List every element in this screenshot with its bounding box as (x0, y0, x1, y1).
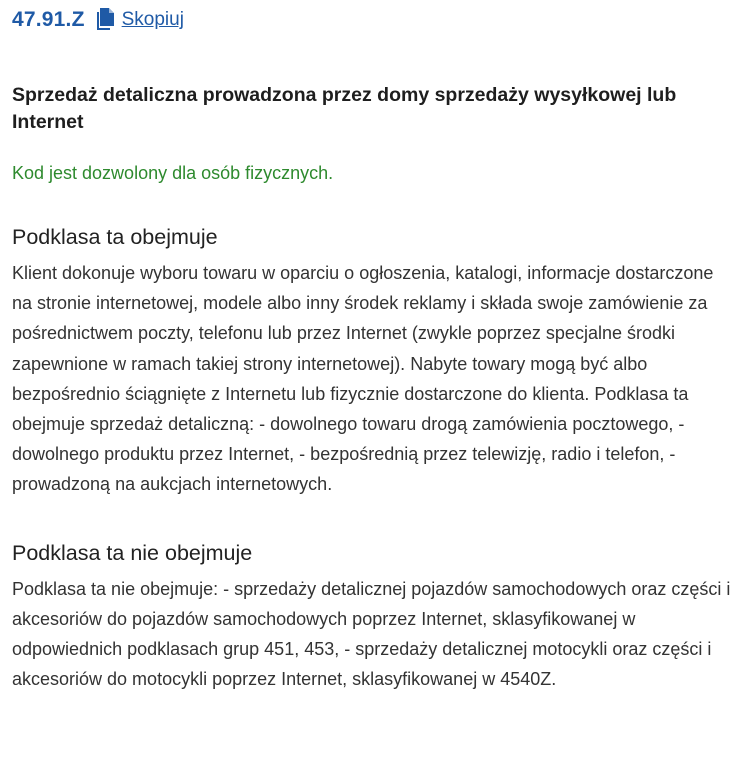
copy-link[interactable]: Skopiuj (121, 9, 184, 30)
pkd-code: 47.91.Z (12, 8, 85, 31)
excludes-heading: Podklasa ta nie obejmuje (12, 540, 253, 565)
allowed-note: Kod jest dozwolony dla osób fizycznych. (12, 163, 334, 183)
includes-text: Klient dokonuje wyboru towaru w oparciu o ogłoszenia, katalogi, informacje dostarczone na stronie internetowej, modele albo inny środek reklamy i składa swoje zamówienie za pośrednictwem poczty, telefonu lub przez Internet (zwykle poprzez specjalne środki zapewnione w ramach takiej strony internetowej). Nabyte towary mogą być albo bezpośrednio ściągnięte z Internetu lub fizycznie dostarczone do klienta. Podklasa ta obejmuje sprzedaż detaliczną: - dowolnego towaru drogą zamówienia pocztowego, - dowolnego produktu przez Internet, - bezpośrednią przez telewizję, radio i telefon, - prowadzoną na aukcjach internetowych. (12, 263, 714, 495)
page-title: Sprzedaż detaliczna prowadzona przez domy sprzedaży wysyłkowej lub Internet (12, 84, 677, 133)
includes-heading: Podklasa ta obejmuje (12, 225, 218, 249)
code-header (12, 0, 735, 40)
excludes-text: Podklasa ta nie obejmuje: - sprzedaży detalicznej pojazdów samochodowych oraz części i akcesoriów do pojazdów samochodowych poprzez Internet, sklasyfikowanej w odpowiednich podklasach grup 451, 453, - sprzedaży detalicznej motocykli oraz części i akcesoriów do motocykli poprzez Internet, sklasyfikowanej w 4540Z. (12, 578, 731, 690)
copy-icon[interactable] (96, 7, 116, 31)
